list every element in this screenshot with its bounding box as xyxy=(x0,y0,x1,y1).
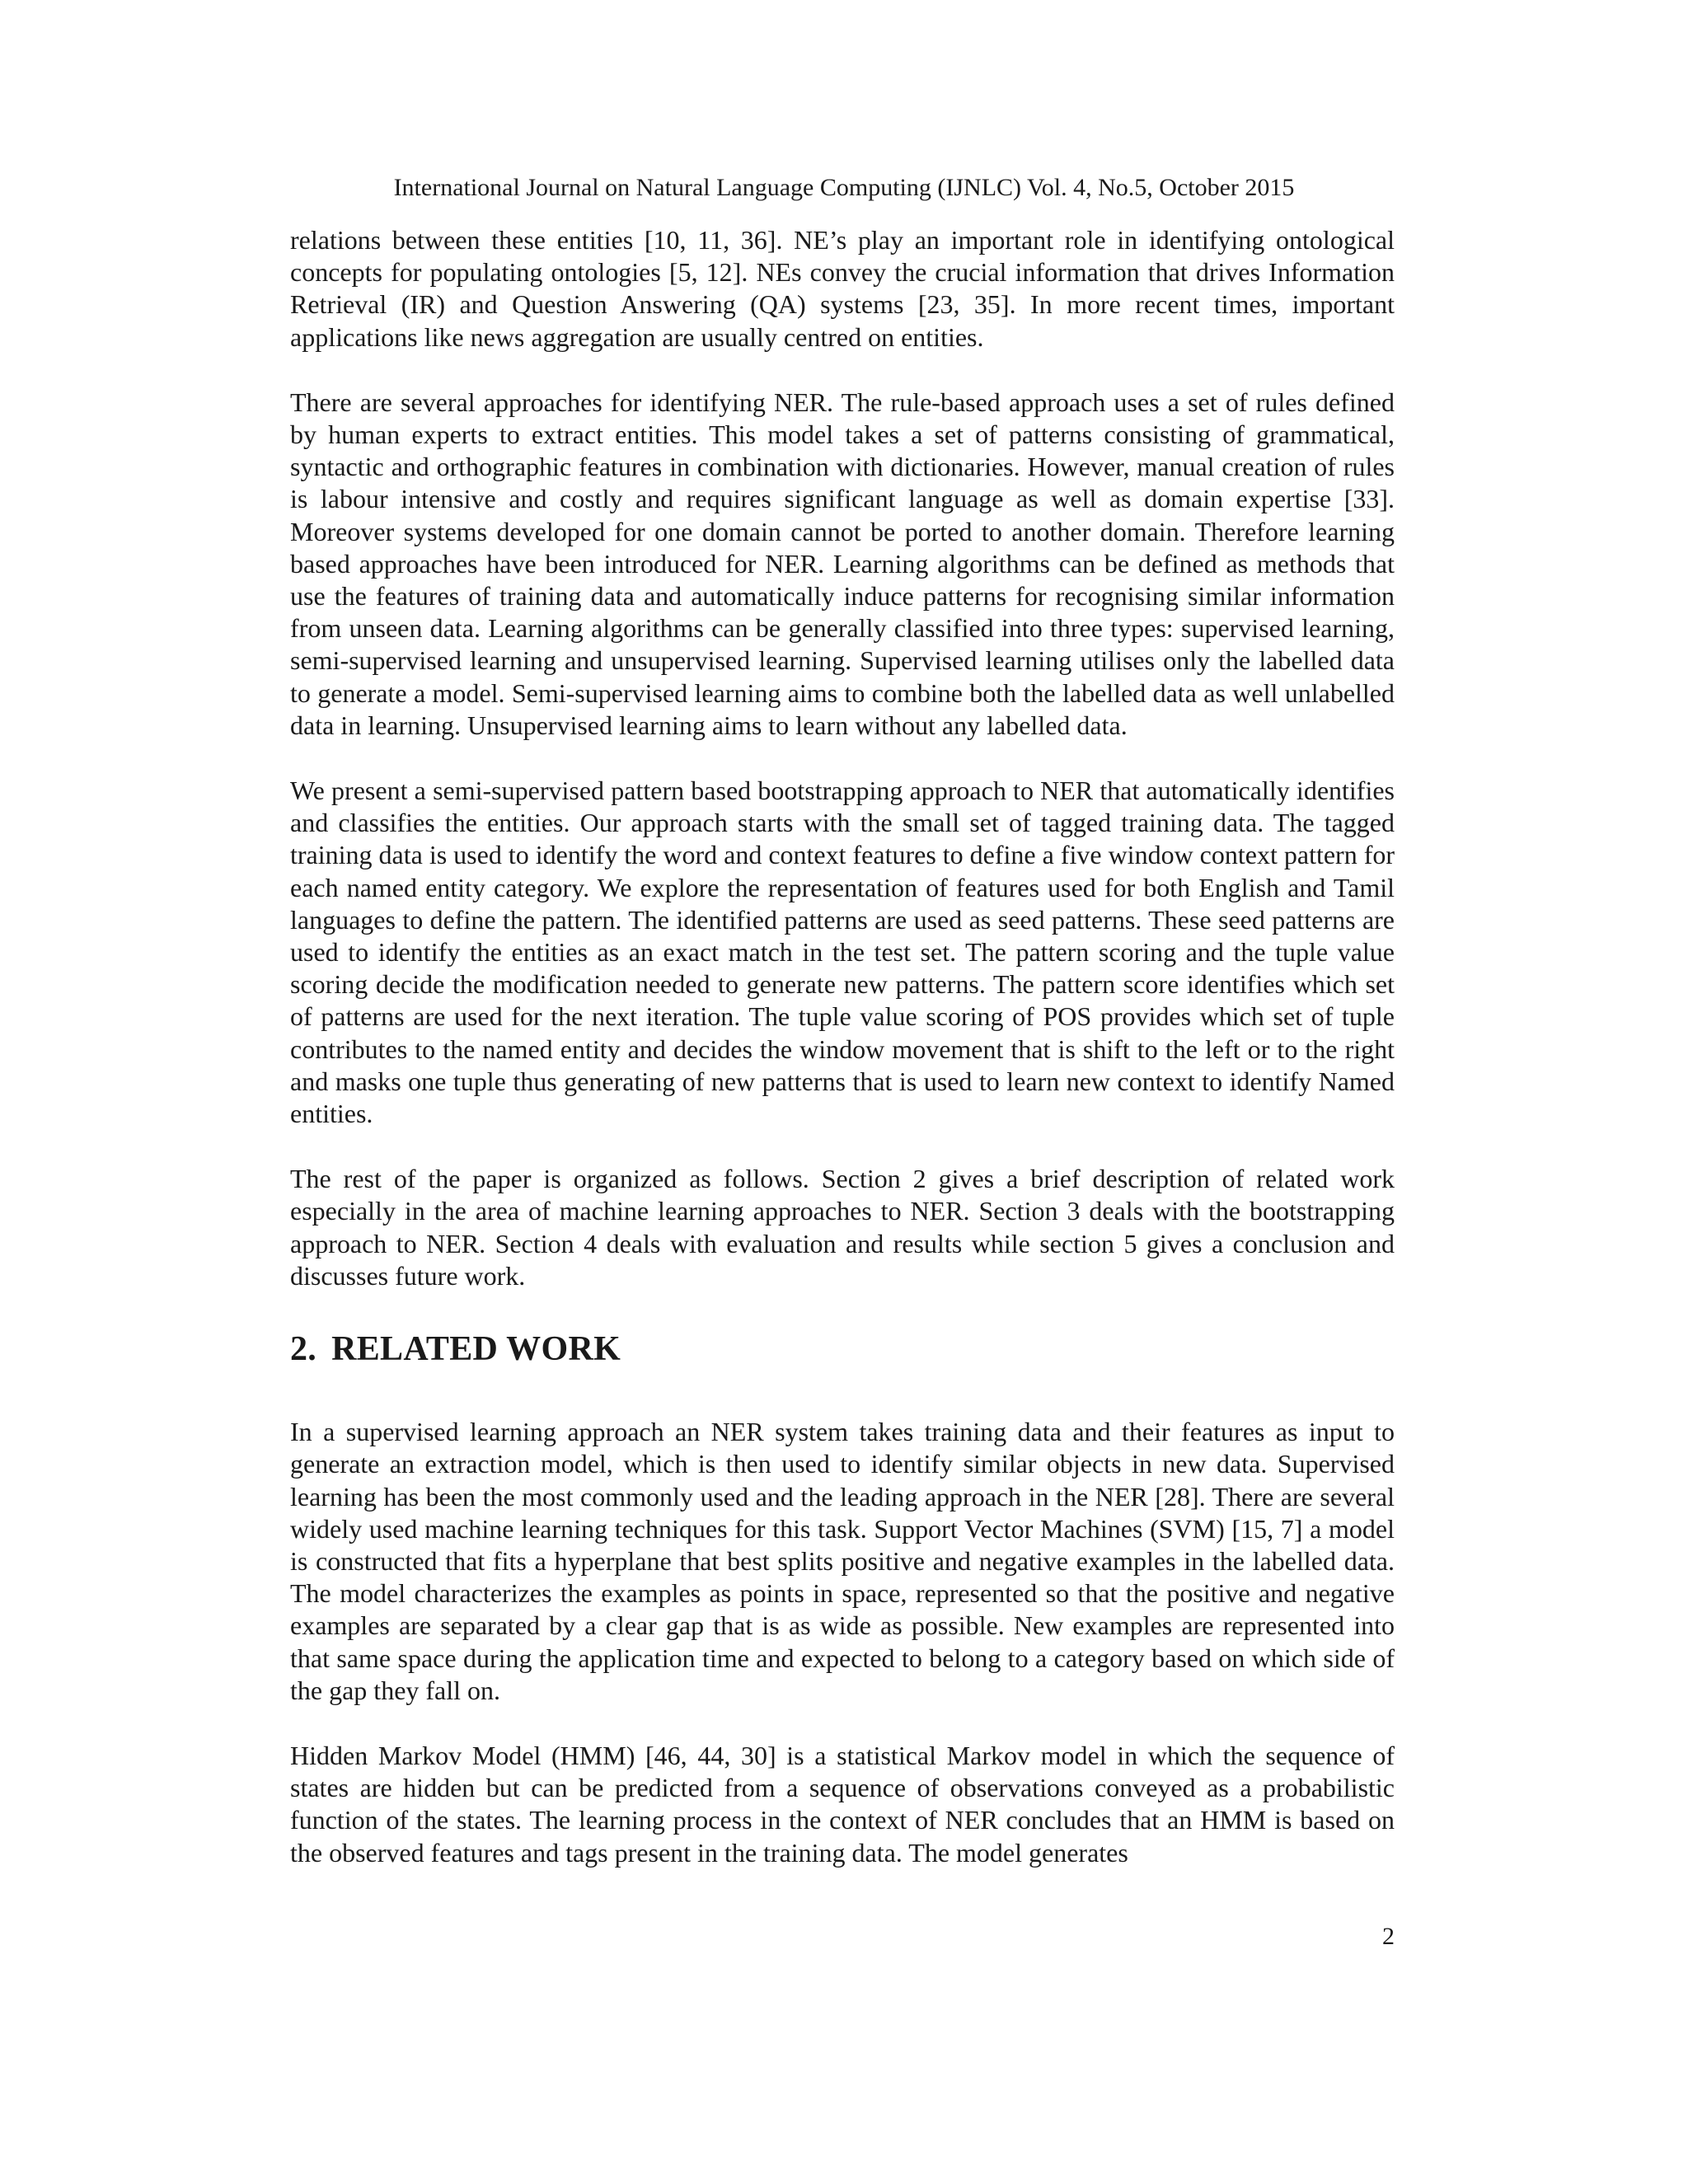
paragraph-hmm: Hidden Markov Model (HMM) [46, 44, 30] is a statistical Markov model in which the sequence of states are hidden but can be predicted from a sequence of observations conveyed as a probabilistic function of the states. The learning process in the context of NER concludes that an HMM is based on the observed features and tags present in the training data. The model generates xyxy=(290,1740,1395,1868)
paragraph-approaches: There are several approaches for identifying NER. The rule-based approach uses a set of rules defined by human experts to extract entities. This model takes a set of patterns consisting of grammatical, syntactic and orthographic features in combination with dictionaries. However, manual creation of rules is labour intensive and costly and requires significant language as well as domain expertise [33]. Moreover systems developed for one domain cannot be ported to another domain. Therefore learning based approaches have been introduced for NER. Learning algorithms can be defined as methods that use the features of training data and automatically induce patterns for recognising similar information from unseen data. Learning algorithms can be generally classified into three types: supervised learning, semi-supervised learning and unsupervised learning. Supervised learning utilises only the labelled data to generate a model. Semi-supervised learning aims to combine both the labelled data as well unlabelled data in learning. Unsupervised learning aims to learn without any labelled data. xyxy=(290,387,1395,740)
paragraph-intro-continued: relations between these entities [10, 11, 36]. NE’s play an important role in identifying ontological concepts for populating ontologies [5, 12]. NEs convey the crucial information that drives Information Retrieval (IR) and Question Answering (QA) systems [23, 35]. In more recent times, important applications like news aggregation are usually centred on entities. xyxy=(290,225,1395,352)
section-number: 2. xyxy=(290,1330,317,1369)
paragraph-supervised-learning: In a supervised learning approach an NER system takes training data and their features as input to generate an extraction model, which is then used to identify similar objects in new data. Supervised learning has been the most commonly used and the leading approach in the NER [28]. There are several widely used machine learning techniques for this task. Support Vector Machines (SVM) [15, 7] a model is constructed that fits a hyperplane that best splits positive and negative examples in the labelled data. The model characterizes the examples as points in space, represented so that the positive and negative examples are separated by a clear gap that is as wide as possible. New examples are represented into that same space during the application time and expected to belong to a category based on which side of the gap they fall on. xyxy=(290,1417,1395,1705)
body-text xyxy=(290,224,1395,1869)
page-number: 2 xyxy=(1382,1923,1395,1950)
section-heading-related-work xyxy=(290,1329,1395,1370)
paragraph-paper-organization: The rest of the paper is organized as follows. Section 2 gives a brief description of related work especially in the area of machine learning approaches to NER. Section 3 deals with the bootstrapping approach to NER. Section 4 deals with evaluation and results while section 5 gives a conclusion and discusses future work. xyxy=(290,1164,1395,1291)
section-title: RELATED WORK xyxy=(331,1330,621,1369)
paragraph-our-approach: We present a semi-supervised pattern based bootstrapping approach to NER that automatically identifies and classifies the entities. Our approach starts with the small set of tagged training data. The tagged training data is used to identify the word and context features to define a five window context pattern for each named entity category. We explore the representation of features used for both English and Tamil languages to define the pattern. The identified patterns are used as seed patterns. These seed patterns are used to identify the entities as an exact match in the test set. The pattern scoring and the tuple value scoring decide the modification needed to generate new patterns. The pattern score identifies which set of patterns are used for the next iteration. The tuple value scoring of POS provides which set of tuple contributes to the named entity and decides the window movement that is shift to the left or to the right and masks one tuple thus generating of new patterns that is used to learn new context to identify Named entities. xyxy=(290,776,1395,1129)
running-header: International Journal on Natural Language Computing (IJNLC) Vol. 4, No.5, October 2015 xyxy=(393,174,1295,201)
